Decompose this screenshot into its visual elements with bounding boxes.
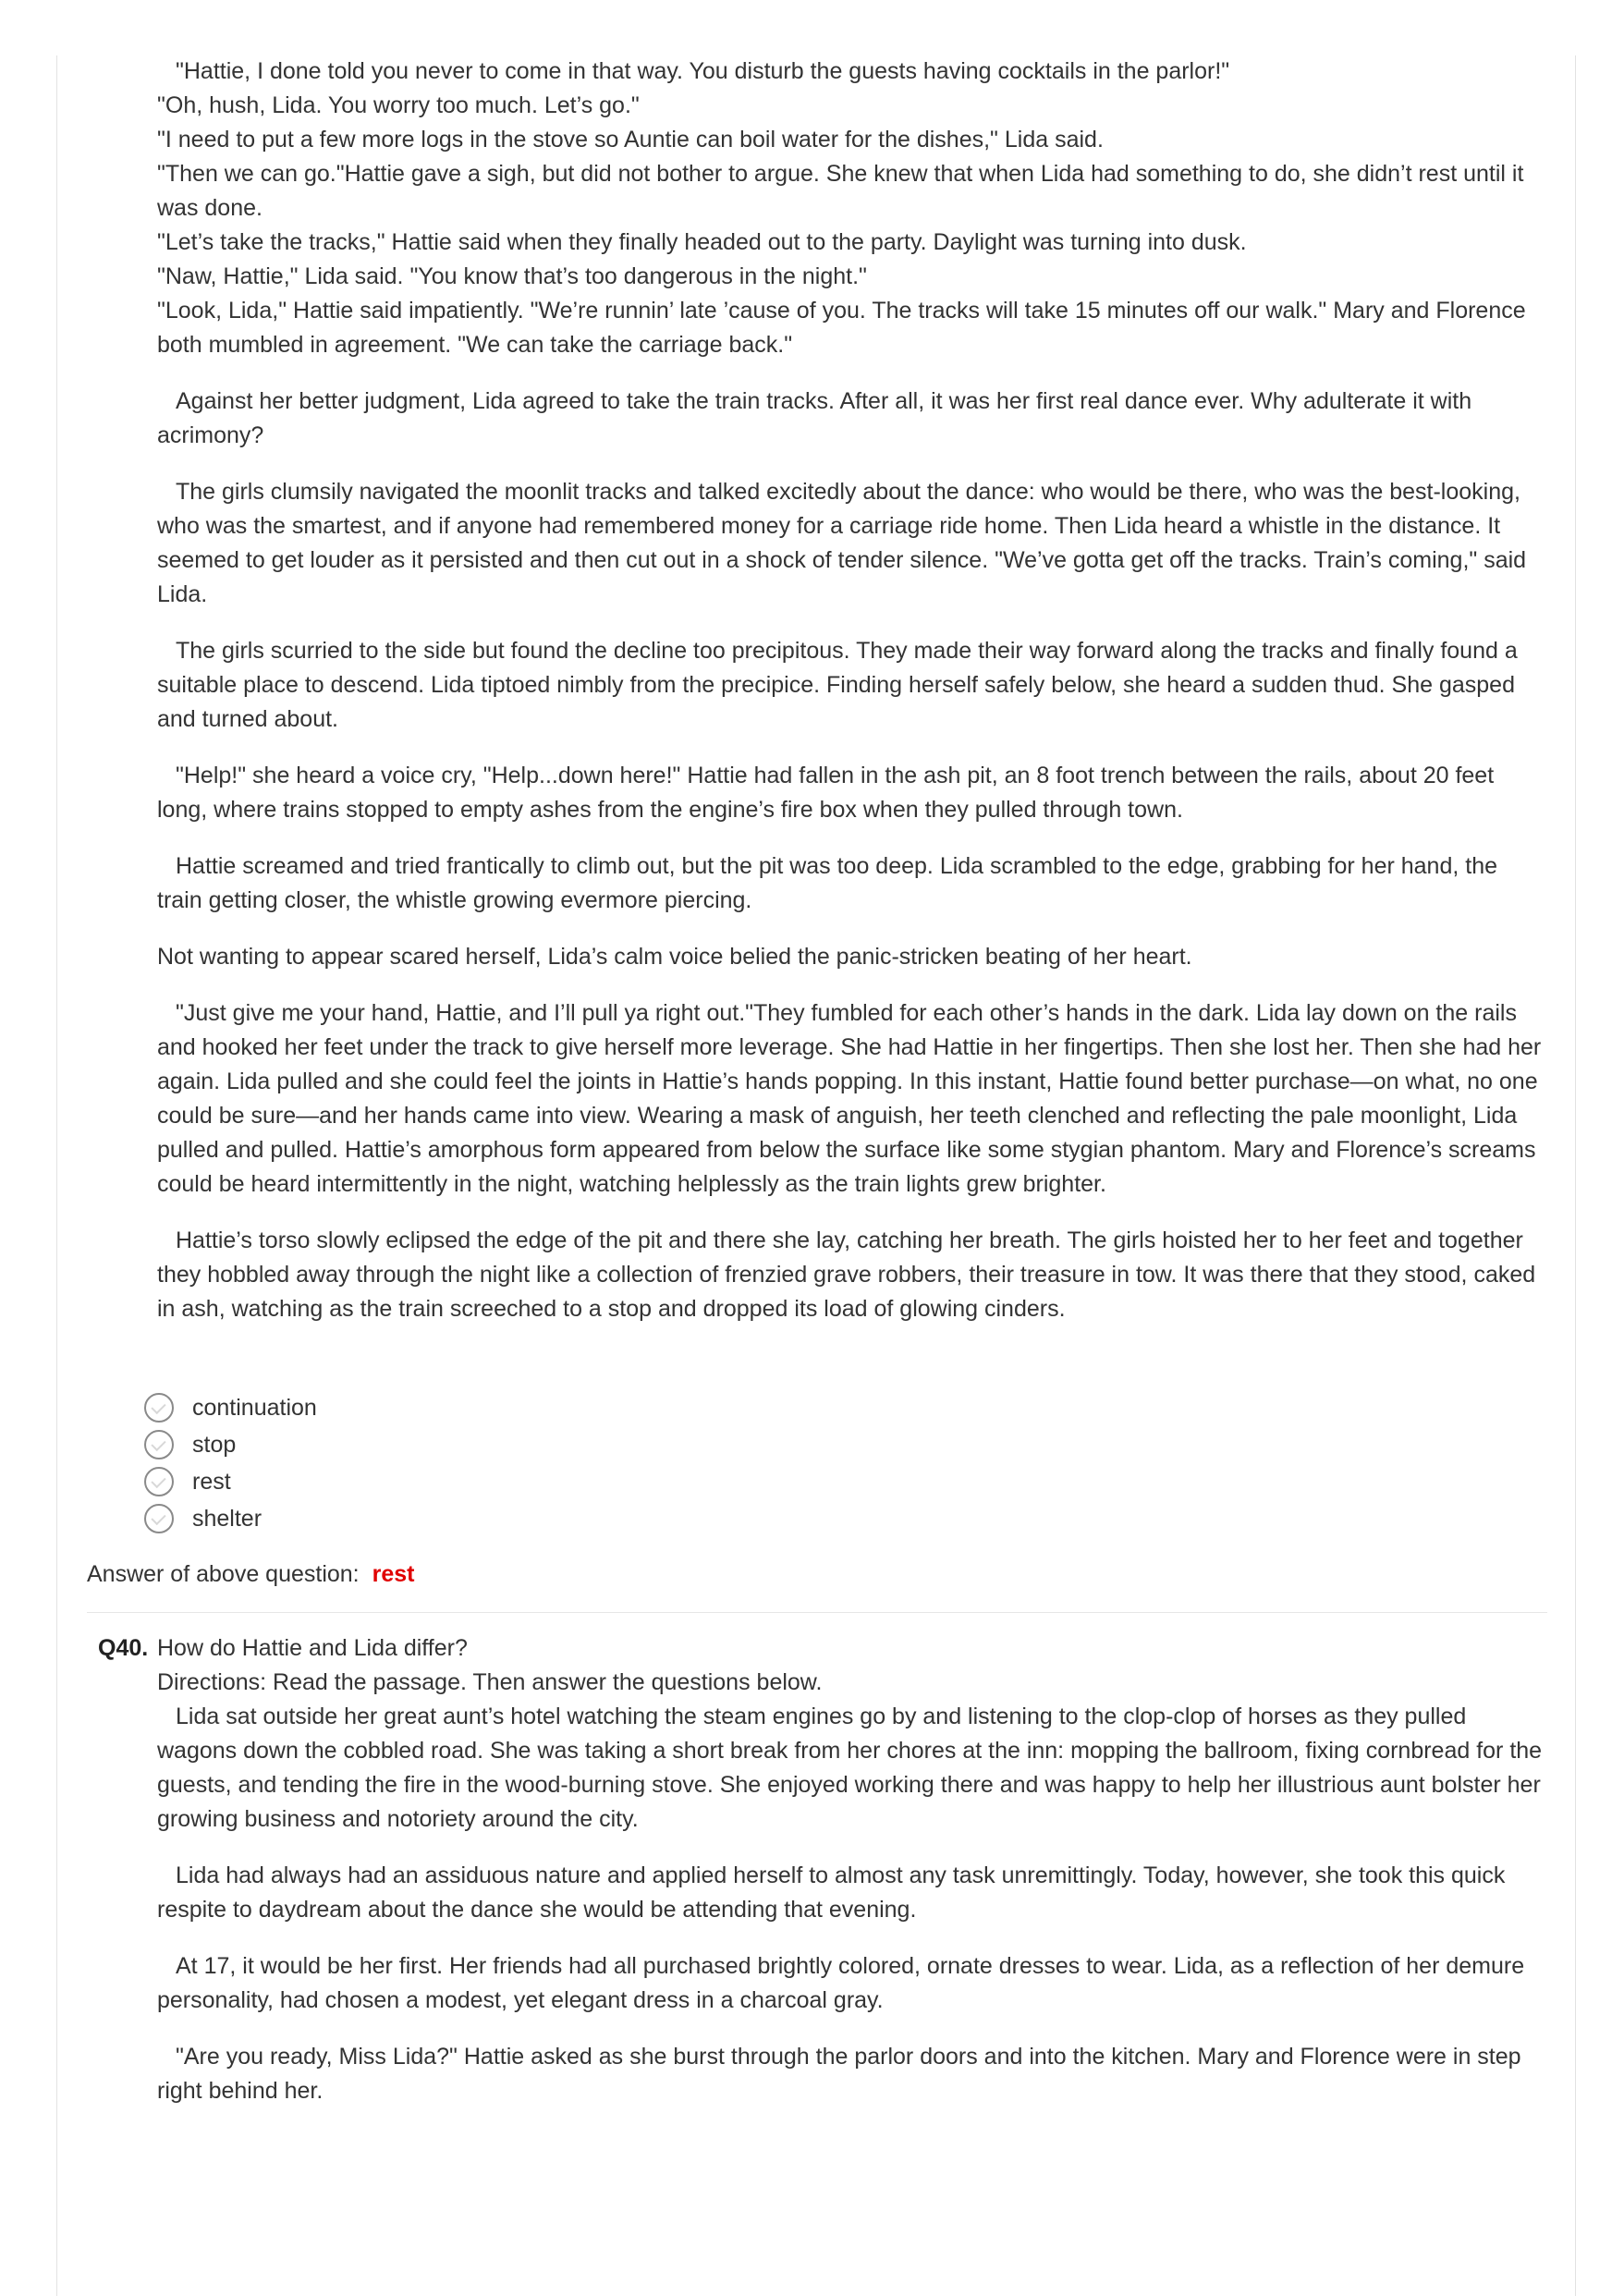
option-rest[interactable] — [144, 1463, 1547, 1500]
option-shelter[interactable] — [144, 1500, 1547, 1537]
passage-paragraph: "Just give me your hand, Hattie, and I’ll pull ya right out."They fumbled for each other’s hands in the dark. Lida lay down on the rails and hooked her feet under the track to give herself more leverage. She had Hattie in her fingertips. Then she lost her. Then she had her again. Lida pulled and she could feel the joints in Hattie’s hands popping. In this instant, Hattie found better purchase—on what, no one could be sure—and her hands came into view. Wearing a mask of anguish, her teeth clenched and reflecting the pale moonlight, Lida pulled and pulled. Hattie’s amorphous form appeared from below the surface like some stygian phantom. Mary and Florence’s screams could be heard intermittently in the night, watching helplessly as the train lights grew brighter. — [157, 1000, 1542, 1197]
option-continuation[interactable] — [144, 1389, 1547, 1426]
passage-paragraph: At 17, it would be her first. Her friends had all purchased brightly colored, ornate dresses to wear. Lida, as a reflection of her demure personality, had chosen a modest, yet elegant dress in a charcoal gray. — [157, 1953, 1525, 2013]
radio-button[interactable] — [144, 1504, 174, 1533]
answer-row — [87, 1557, 1547, 1592]
option-label: shelter — [192, 1505, 263, 1532]
passage-paragraph: The girls clumsily navigated the moonlit tracks and talked excitedly about the dance: who would be there, who was the best-looking, who was the smartest, and if anyone had remembered money for a carriage ride home. Then Lida heard a whistle in the distance. It seemed to get louder as it persisted and then cut out in a shock of tender silence. "We’ve gotta get off the tracks. Train’s coming," said Lida. — [157, 479, 1527, 607]
option-stop[interactable] — [144, 1426, 1547, 1463]
passage-paragraph: "Are you ready, Miss Lida?" Hattie asked as she burst through the parlor doors and into the kitchen. Mary and Florence were in step right behind her. — [157, 2044, 1521, 2104]
option-label: rest — [192, 1468, 231, 1495]
dialogue-block — [157, 55, 1547, 362]
passage-top — [157, 55, 1547, 1326]
option-label: continuation — [192, 1394, 317, 1421]
passage-paragraph: Lida had always had an assiduous nature and applied herself to almost any task unremittingly. Today, however, she took this quick respite to daydream about the dance she would be attending that evening. — [157, 1862, 1506, 1923]
content — [87, 55, 1547, 2131]
question-divider — [87, 1612, 1547, 1613]
right-border — [1575, 55, 1576, 2296]
dialogue-line: "Look, Lida," Hattie said impatiently. "We’re runnin’ late ’cause of you. The tracks will take 15 minutes off our walk." Mary and Florence both mumbled in agreement. "We can take the carriage back." — [157, 298, 1526, 358]
option-label: stop — [192, 1431, 237, 1458]
dialogue-line: "Oh, hush, Lida. You worry too much. Let’s go." — [157, 92, 640, 118]
radio-button[interactable] — [144, 1430, 174, 1459]
passage-paragraph: "Help!" she heard a voice cry, "Help...down here!" Hattie had fallen in the ash pit, an 8 foot trench between the rails, about 20 feet long, where trains stopped to empty ashes from the engine’s fire box when they pulled through town. — [157, 763, 1495, 823]
passage-paragraph: Lida sat outside her great aunt’s hotel watching the steam engines go by and listening to the clop-clop of horses as they pulled wagons down the cobbled road. She was taking a short break from her chores at the inn: mopping the ballroom, fixing cornbread for the guests, and tending the fire in the wood-burning stove. She enjoyed working there and was happy to help her illustrious aunt bolster her growing business and notoriety around the city. — [157, 1704, 1543, 1832]
answer-label: Answer of above question: — [87, 1561, 360, 1587]
passage-paragraph: The girls scurried to the side but found the decline too precipitous. They made their way forward along the tracks and finally found a suitable place to descend. Lida tiptoed nimbly from the precipice. Finding herself safely below, she heard a sudden thud. She gasped and turned about. — [157, 638, 1518, 732]
dialogue-line: "Hattie, I done told you never to come in that way. You disturb the guests having cocktails in the parlor!" — [176, 58, 1230, 84]
dialogue-line: "Let’s take the tracks," Hattie said when they finally headed out to the party. Daylight was turning into dusk. — [157, 229, 1247, 255]
radio-button[interactable] — [144, 1393, 174, 1423]
dialogue-line: "I need to put a few more logs in the stove so Auntie can boil water for the dishes," Lida said. — [157, 127, 1104, 153]
radio-button[interactable] — [144, 1467, 174, 1496]
dialogue-line: "Then we can go."Hattie gave a sigh, but did not bother to argue. She knew that when Lida had something to do, she didn’t rest until it was done. — [157, 161, 1524, 221]
question-header — [98, 1631, 1547, 1666]
answer-value: rest — [372, 1561, 415, 1587]
passage-paragraph: Hattie’s torso slowly eclipsed the edge of the pit and there she lay, catching her breath. The girls hoisted her to her feet and together they hobbled away through the night like a collection of frenzied grave robbers, their treasure in tow. It was there that they stood, caked in ash, watching as the train screeched to a stop and dropped its load of glowing cinders. — [157, 1227, 1536, 1322]
answer-options — [144, 1389, 1547, 1537]
left-border — [56, 55, 57, 2296]
passage-paragraph: Against her better judgment, Lida agreed to take the train tracks. After all, it was her first real dance ever. Why adulterate it with acrimony? — [157, 388, 1472, 448]
dialogue-line: "Naw, Hattie," Lida said. "You know that’s too dangerous in the night." — [157, 263, 867, 289]
question-number: Q40. — [98, 1635, 149, 1661]
question-directions: Directions: Read the passage. Then answer the questions below. — [157, 1669, 823, 1695]
question-passage — [157, 1666, 1547, 2108]
passage-paragraph: Hattie screamed and tried frantically to climb out, but the pit was too deep. Lida scrambled to the edge, grabbing for her hand, the train getting closer, the whistle growing evermore piercing. — [157, 853, 1498, 913]
passage-paragraph: Not wanting to appear scared herself, Lida’s calm voice belied the panic-stricken beating of her heart. — [157, 944, 1192, 970]
question-text: How do Hattie and Lida differ? — [157, 1635, 468, 1661]
